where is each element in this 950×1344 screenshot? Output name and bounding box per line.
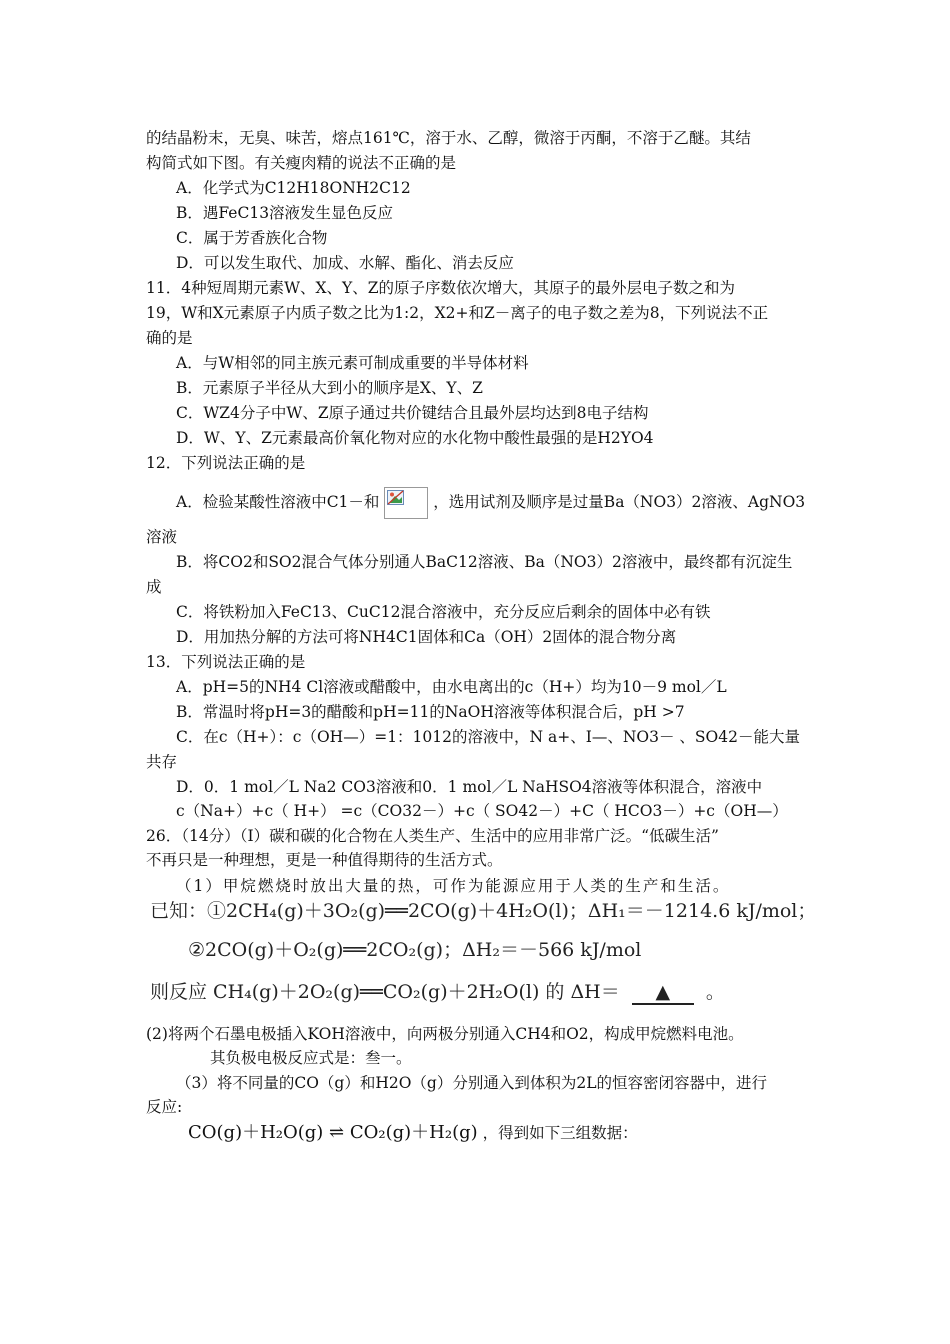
text-line: 不再只是一种理想，更是一种值得期待的生活方式。 bbox=[146, 851, 503, 869]
equation-line: c（Na+）+c（ H+） =c（CO32－）+c（ SO42－）+C（ HCO3－）+c（OH—） bbox=[176, 802, 788, 820]
sub-question-1: （1）甲烷燃烧时放出大量的热，可作为能源应用于人类的生产和生活。 bbox=[176, 877, 731, 895]
sub-question-3: （3）将不同量的CO（g）和H2O（g）分别通入到体积为2L的恒容密闭容器中，进行 bbox=[176, 1074, 768, 1092]
text-line: 其负极电极反应式是：叁一。 bbox=[210, 1049, 412, 1067]
option-b: B．遇FeC13溶液发生显色反应 bbox=[176, 204, 394, 222]
option-c: C．属于芳香族化合物 bbox=[176, 229, 328, 247]
text-line: 成 bbox=[146, 578, 162, 596]
question-26: 26．（14分）（Ⅰ）碳和碳的化合物在人类生产、生活中的应用非常广泛。“低碳生活” bbox=[146, 827, 719, 845]
period: 。 bbox=[705, 981, 725, 1003]
text-line: 的结晶粉末，无臭、味苦，熔点161℃，溶于水、乙醇，微溶于丙酮，不溶于乙醚。其结 bbox=[146, 129, 751, 147]
option-d: D．0．1 mol／L Na2 CO3溶液和0．1 mol／L NaHSO4溶液等体积混合，溶液中 bbox=[176, 778, 763, 796]
option-b: B．元素原子半径从大到小的顺序是X、Y、Z bbox=[176, 379, 483, 397]
option-a-part1: A．检验某酸性溶液中C1－和 bbox=[176, 493, 380, 511]
reaction-equation: CO(g)＋H₂O(g) ⇌ CO₂(g)＋H₂(g) bbox=[188, 1122, 478, 1143]
option-a: A．pH=5的NH4 Cl溶液或醋酸中，由水电离出的c（H+）均为10－9 mol／L bbox=[176, 678, 727, 696]
text-line: 确的是 bbox=[146, 329, 193, 347]
option-a: A．化学式为C12H18ONH2C12 bbox=[176, 179, 411, 197]
option-c: C．将铁粉加入FeC13、CuC12混合溶液中，充分反应后剩余的固体中必有铁 bbox=[176, 603, 711, 621]
option-d: D．W、Y、Z元素最高价氧化物对应的水化物中酸性最强的是H2YO4 bbox=[176, 429, 654, 447]
option-d: D．可以发生取代、加成、水解、酯化、消去反应 bbox=[176, 254, 514, 272]
option-a: A．与W相邻的同主族元素可制成重要的半导体材料 bbox=[176, 354, 529, 372]
question-13: 13．下列说法正确的是 bbox=[146, 653, 306, 671]
text-line: 构简式如下图。有关瘦肉精的说法不正确的是 bbox=[146, 154, 457, 172]
text-line: 溶液 bbox=[146, 528, 178, 546]
sub-question-2: (2)将两个石墨电极插入KOH溶液中，向两极分别通入CH4和O2，构成甲烷燃料电池。 bbox=[146, 1025, 744, 1043]
question-11: 11．4种短周期元素W、X、Y、Z的原子序数依次增大，其原子的最外层电子数之和为 bbox=[146, 279, 736, 297]
given-equation-2: ②2CO(g)＋O₂(g)══2CO₂(g)；ΔH₂＝－566 kJ/mol bbox=[188, 939, 642, 961]
option-a bbox=[176, 487, 805, 519]
question-12: 12．下列说法正确的是 bbox=[146, 454, 306, 472]
option-b: B．常温时将pH=3的醋酸和pH=11的NaOH溶液等体积混合后，pH >7 bbox=[176, 703, 685, 721]
text-line: 反应: bbox=[146, 1098, 183, 1116]
broken-image-icon bbox=[384, 487, 428, 519]
reaction-line bbox=[188, 1123, 638, 1143]
triangle-marker-icon: ▲ bbox=[655, 981, 671, 1003]
target-equation-text: 则反应 CH₄(g)＋2O₂(g)══CO₂(g)＋2H₂O(l) 的 ΔH＝ bbox=[150, 981, 620, 1003]
option-c: C．在c（H+）：c（OH—）=1：1012的溶液中，N a+、I—、NO3－ 、SO42－能大量 bbox=[176, 728, 800, 746]
option-b: B．将CO2和SO2混合气体分别通人BaC12溶液、Ba（NO3）2溶液中，最终都有沉淀生 bbox=[176, 553, 793, 571]
option-a-part2: ，选用试剂及顺序是过量Ba（NO3）2溶液、AgNO3 bbox=[433, 493, 806, 511]
reaction-suffix: ，得到如下三组数据： bbox=[482, 1124, 638, 1142]
text-line: 共存 bbox=[146, 753, 178, 771]
answer-blank bbox=[632, 981, 694, 1005]
target-equation bbox=[150, 979, 725, 1005]
text-line: 19，W和X元素原子内质子数之比为1:2，X2+和Z－离子的电子数之差为8，下列说法不正 bbox=[146, 304, 769, 322]
option-d: D．用加热分解的方法可将NH4C1固体和Ca（OH）2固体的混合物分离 bbox=[176, 628, 677, 646]
given-equation-1: 已知：①2CH₄(g)＋3O₂(g)══2CO(g)＋4H₂O(l)；ΔH₁＝－1214.6 kJ/mol； bbox=[150, 900, 817, 922]
option-c: C．WZ4分子中W、Z原子通过共价键结合且最外层均达到8电子结构 bbox=[176, 404, 649, 422]
